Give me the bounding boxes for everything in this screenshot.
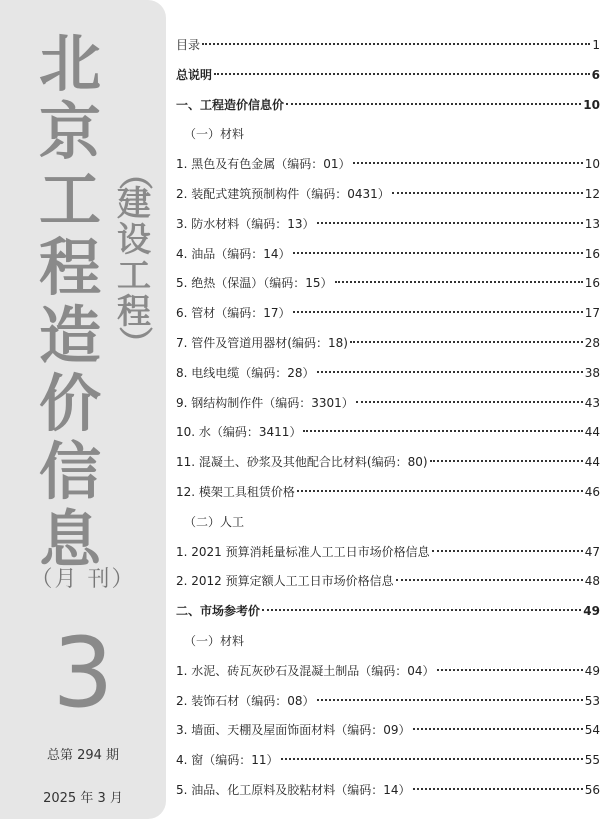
title-char: 造 [38, 299, 101, 372]
toc-entry-label: 3. 墙面、天棚及屋面饰面材料（编码：09） [176, 723, 411, 738]
toc-page-number: 48 [584, 574, 600, 589]
toc-entry-label: 8. 电线电缆（编码：28） [176, 365, 315, 380]
toc-dot-leader [392, 192, 583, 194]
toc-entry-label: （一）材料 [184, 127, 245, 142]
toc-entry[interactable] [176, 245, 600, 265]
toc-entry[interactable] [176, 662, 600, 682]
title-char: 工 [38, 163, 101, 236]
toc-entry[interactable] [176, 185, 600, 205]
issue-number: 3 [52, 617, 114, 729]
publication-subtitle [112, 156, 156, 360]
toc-entry[interactable] [176, 602, 600, 622]
toc-entry-label: 2. 装配式建筑预制构件（编码：0431） [176, 187, 390, 201]
toc-dot-leader [214, 73, 590, 75]
subtitle-char: （ [114, 156, 154, 190]
toc-dot-leader [432, 550, 583, 552]
toc-page-number: 17 [584, 306, 600, 321]
toc-entry-label: 1. 黑色及有色金属（编码：01） [176, 157, 351, 172]
toc-dot-leader [353, 162, 583, 164]
subtitle-char: 程 [117, 292, 151, 332]
toc-entry[interactable] [176, 364, 600, 384]
toc-dot-leader [262, 609, 581, 611]
toc-entry-label: 5. 绝热（保温）（编码：15） [176, 276, 333, 291]
toc-dot-leader [437, 669, 583, 671]
toc-dot-leader [413, 788, 583, 790]
toc-dot-leader [202, 43, 590, 45]
toc-entry[interactable] [176, 513, 600, 533]
toc-dot-leader [413, 728, 583, 730]
toc-entry-label: 11. 混凝土、砂浆及其他配合比材料(编码：80) [176, 455, 428, 470]
toc-page-number: 16 [584, 246, 600, 261]
toc-page-number: 13 [584, 216, 600, 231]
total-issue-label: 总第 294 期 [46, 748, 120, 763]
publication-title [30, 27, 110, 576]
title-char: 北 [38, 27, 101, 100]
toc-entry[interactable] [176, 543, 600, 563]
toc-dot-leader [317, 371, 583, 373]
toc-entry-label: 1. 水泥、砖瓦灰砂石及混凝土制品（编码：04） [176, 663, 435, 678]
toc-entry[interactable] [176, 155, 600, 175]
toc-entry[interactable] [176, 36, 600, 56]
toc-entry[interactable] [176, 423, 600, 443]
toc-page-number: 44 [584, 425, 600, 440]
toc-page-number: 44 [584, 455, 600, 470]
toc-entry[interactable] [176, 215, 600, 235]
toc-entry[interactable] [176, 453, 600, 473]
toc-entry[interactable] [176, 66, 600, 86]
toc-entry-label: 4. 油品（编码：14） [176, 246, 291, 261]
toc-page-number: 16 [584, 276, 600, 291]
toc-dot-leader [356, 401, 583, 403]
toc-entry-label: 6. 管材（编码：17） [176, 306, 291, 321]
toc-entry-label: 一、工程造价信息价 [176, 97, 285, 112]
toc-entry[interactable] [176, 483, 600, 503]
toc-dot-leader [293, 311, 583, 313]
toc-entry[interactable] [176, 572, 600, 592]
toc-entry[interactable] [176, 751, 600, 771]
toc-entry-label: 10. 水（编码：3411） [176, 425, 302, 440]
toc-entry-label: 7. 管件及管道用器材(编码：18) [176, 336, 348, 350]
toc-entry[interactable] [176, 692, 600, 712]
toc-dot-leader [297, 490, 583, 492]
toc-dot-leader [317, 222, 583, 224]
toc-page-number: 46 [584, 485, 600, 499]
toc-entry-label: 1. 2021 预算消耗量标准人工工日市场价格信息 [176, 544, 430, 559]
title-char: 京 [38, 95, 101, 168]
toc-entry[interactable] [176, 781, 600, 801]
toc-page-number: 53 [584, 693, 600, 708]
title-char: 信 [38, 435, 101, 508]
toc-entry-label: （二）人工 [184, 514, 245, 529]
toc-entry-label: 5. 油品、化工原料及胶粘材料（编码：14） [176, 783, 411, 797]
toc-page-number: 43 [584, 395, 600, 410]
title-char: 价 [38, 367, 101, 440]
toc-page-number: 12 [584, 187, 600, 201]
toc-entry[interactable] [176, 125, 600, 145]
toc-page-number: 10 [584, 157, 600, 172]
toc-dot-leader [350, 341, 583, 343]
issue-date: 2025 年 3 月 [43, 791, 123, 806]
toc-entry-label: 二、市场参考价 [176, 604, 261, 619]
title-char: 程 [38, 231, 101, 304]
toc-page-number: 54 [584, 723, 600, 738]
toc-entry-label: 12. 模架工具租赁价格 [176, 485, 295, 499]
toc-page-number: 6 [591, 67, 600, 82]
toc-dot-leader [286, 103, 581, 105]
toc-page-number: 55 [584, 753, 600, 768]
toc-entry-label: 总说明 [176, 67, 213, 82]
toc-page-number: 56 [584, 783, 600, 797]
toc-entry-label: 2. 装饰石材（编码：08） [176, 693, 315, 708]
toc-dot-leader [430, 460, 583, 462]
toc-entry[interactable] [176, 334, 600, 354]
toc-entry[interactable] [176, 721, 600, 741]
subtitle-char: ） [114, 326, 154, 360]
toc-dot-leader [281, 758, 583, 760]
toc-dot-leader [293, 252, 583, 254]
toc-dot-leader [303, 430, 582, 432]
title-char: 息 [38, 503, 101, 576]
toc-entry-label: 9. 钢结构制作件（编码：3301） [176, 395, 354, 410]
toc-page-number: 47 [584, 544, 600, 559]
toc-entry[interactable] [176, 96, 600, 116]
toc-entry-label: 4. 窗（编码：11） [176, 753, 279, 768]
toc-dot-leader [335, 281, 583, 283]
toc-dot-leader [396, 579, 583, 581]
toc-entry-label: 目录 [176, 38, 201, 52]
monthly-label: （月 刊） [30, 567, 136, 592]
cover-sidebar [0, 0, 166, 819]
toc-page-number: 28 [584, 336, 600, 350]
toc-dot-leader [317, 699, 583, 701]
toc-page-number: 38 [584, 365, 600, 380]
toc-entry-label: 2. 2012 预算定额人工工日市场价格信息 [176, 574, 394, 589]
toc-entry[interactable] [176, 632, 600, 652]
subtitle-char: 工 [117, 256, 151, 296]
toc-page-number: 1 [592, 38, 600, 52]
toc-entry-label: 3. 防水材料（编码：13） [176, 216, 315, 231]
toc-page-number: 49 [584, 663, 600, 678]
toc-entry[interactable] [176, 394, 600, 414]
toc-page-number: 49 [583, 604, 600, 619]
toc-entry-label: （一）材料 [184, 634, 245, 648]
toc-entry[interactable] [176, 274, 600, 294]
subtitle-char: 设 [117, 220, 151, 260]
subtitle-char: 建 [117, 184, 151, 224]
toc-page-number: 10 [583, 97, 600, 112]
toc-entry[interactable] [176, 304, 600, 324]
